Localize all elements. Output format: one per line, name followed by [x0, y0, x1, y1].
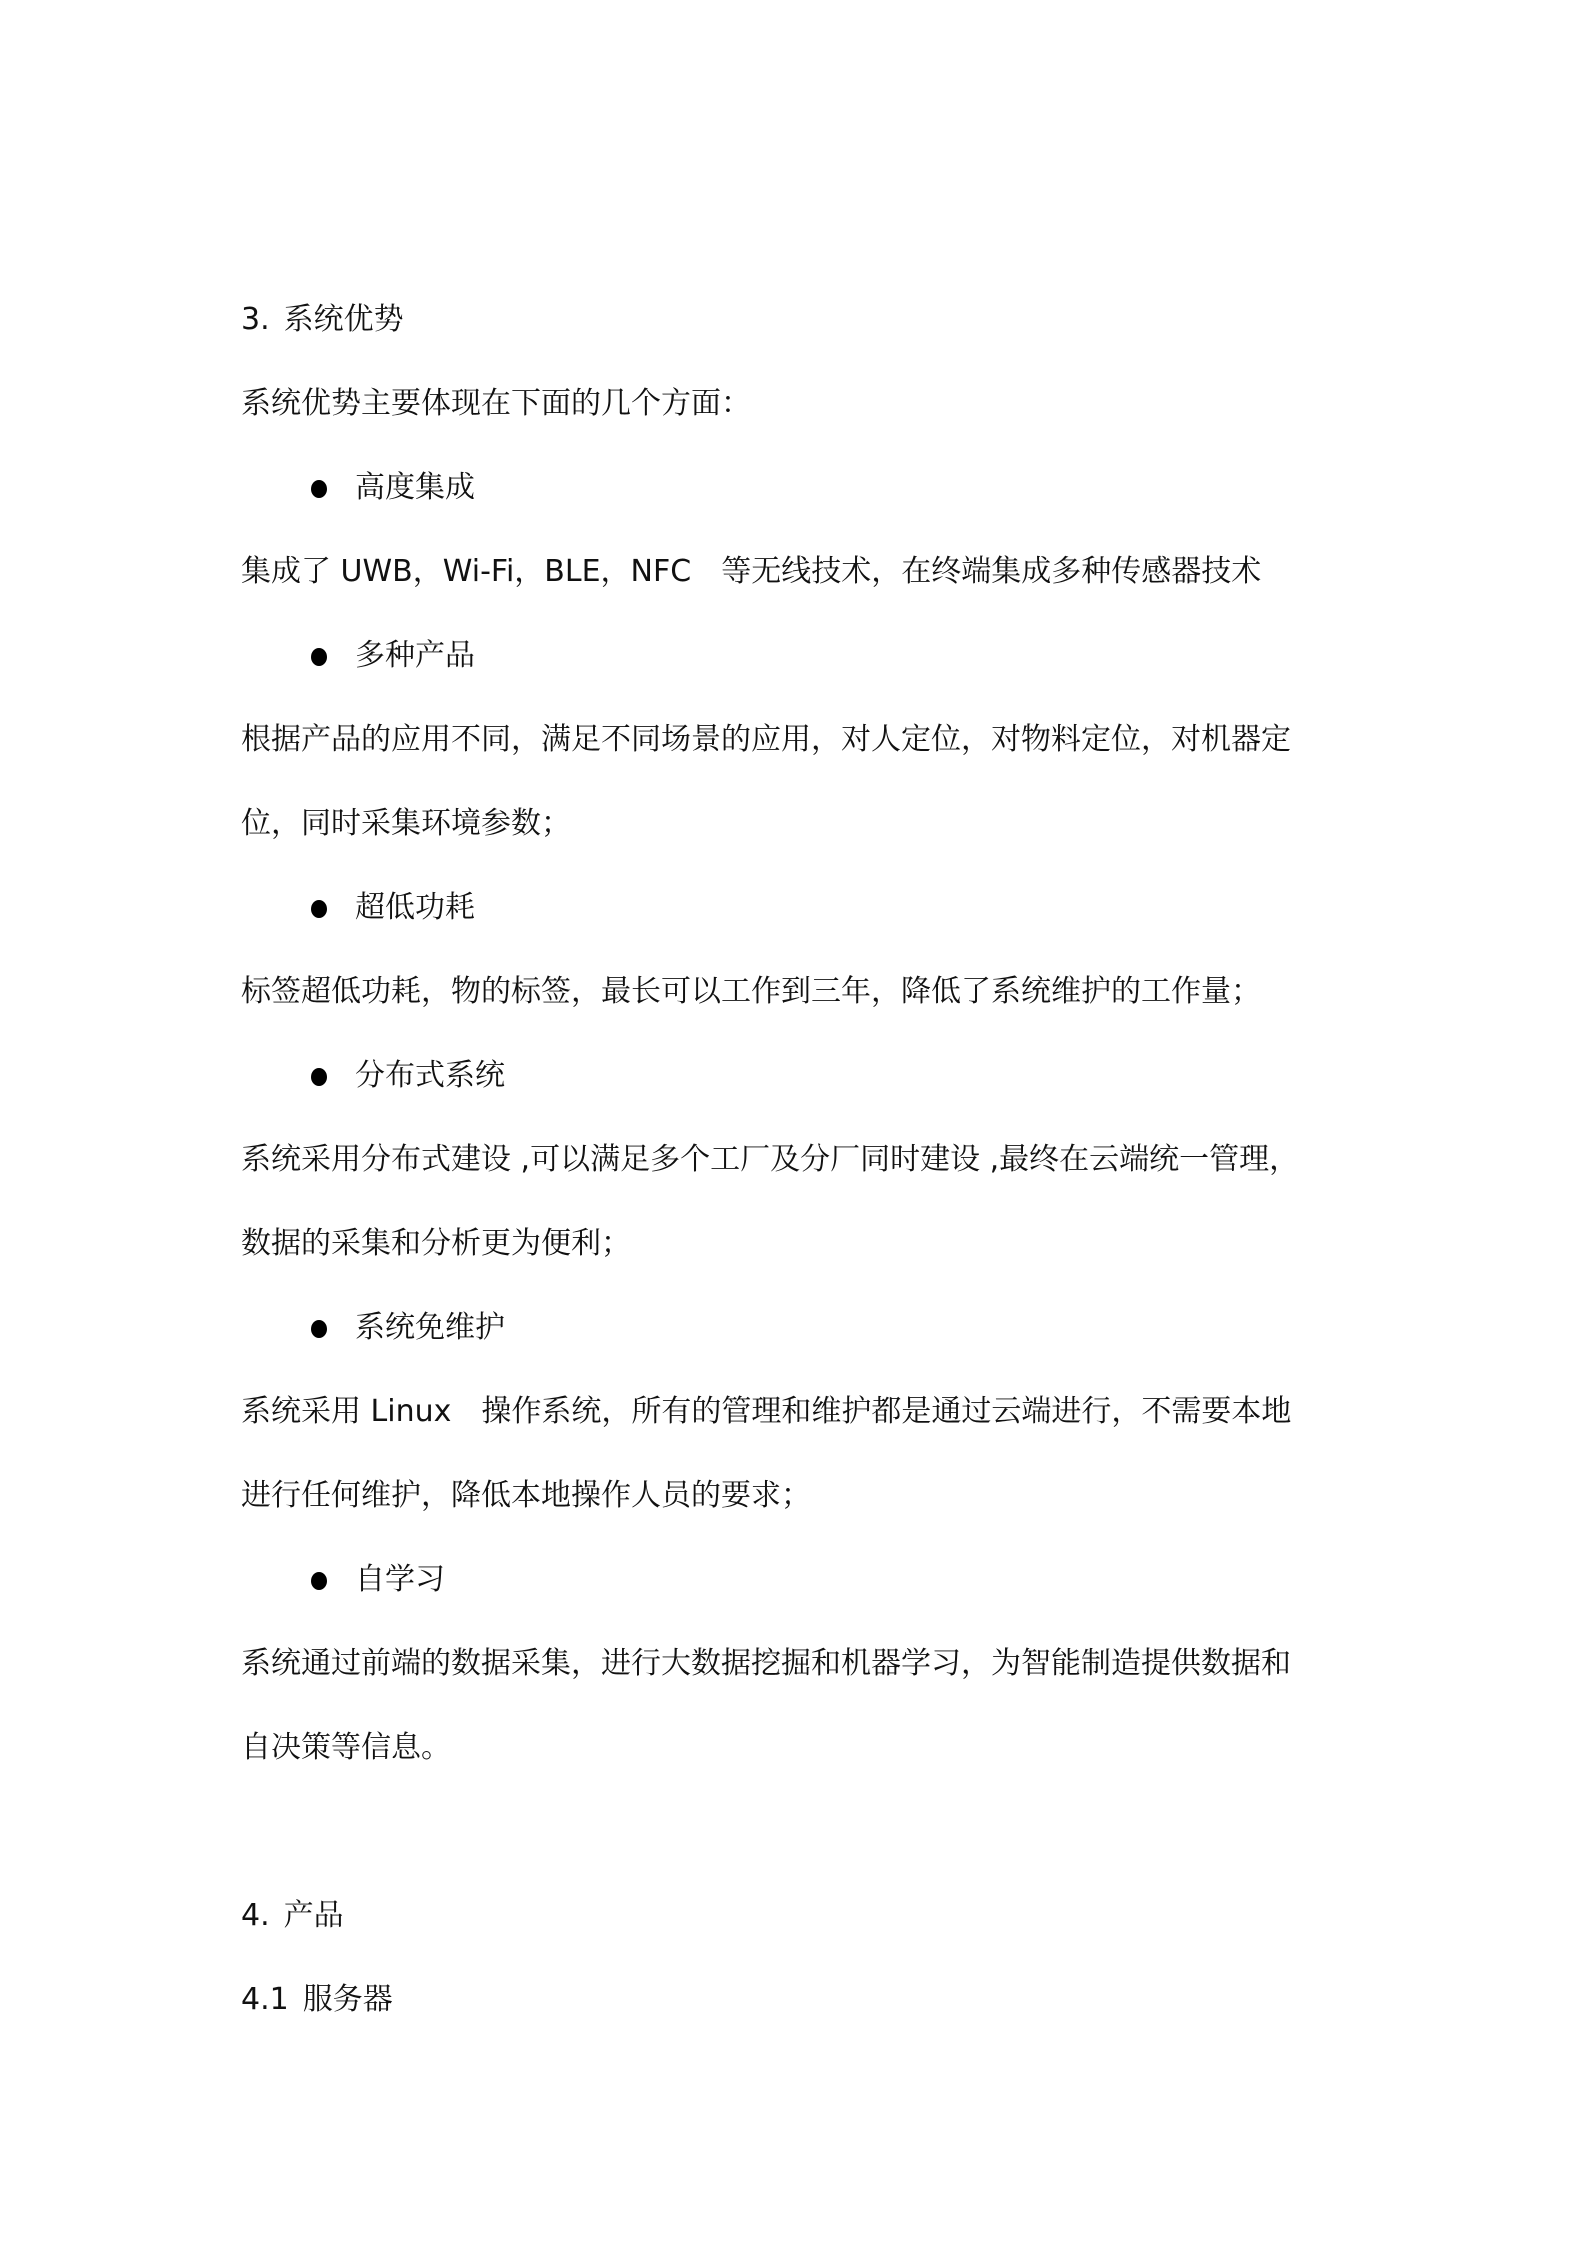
bullet-dot-icon — [311, 1068, 327, 1086]
paragraph-line: 进行任何维护，降低本地操作人员的要求； — [241, 1478, 811, 1513]
paragraph-line: 标签超低功耗，物的标签，最长可以工作到三年，降低了系统维护的工作量； — [241, 974, 1261, 1009]
section-spacer — [241, 1790, 1371, 1874]
paragraph-line: 系统采用 Linux 操作系统，所有的管理和维护都是通过云端进行，不需要本地 — [241, 1394, 1292, 1429]
bullet-dot-icon — [311, 1320, 327, 1338]
bullet-dot-icon — [311, 648, 327, 666]
section-3-title: 系统优势 — [283, 302, 404, 337]
paragraph-line: 根据产品的应用不同，满足不同场景的应用，对人定位，对物料定位，对机器定 — [241, 722, 1291, 757]
bullet-item-maintenance-free — [241, 1286, 1371, 1370]
paragraph-line: 数据的采集和分析更为便利； — [241, 1226, 631, 1261]
section-4-title: 产品 — [283, 1898, 344, 1933]
section-4-1-heading — [241, 1958, 1371, 2042]
section-3-intro: 系统优势主要体现在下面的几个方面： — [241, 386, 751, 421]
document-page — [241, 278, 1371, 2042]
bullet-label: 分布式系统 — [355, 1058, 505, 1093]
bullet-item-ultra-low-power — [241, 866, 1371, 950]
section-4-number: 4. — [241, 1898, 270, 1933]
paragraph-line: 自决策等信息。 — [241, 1730, 451, 1765]
paragraph-line: 集成了 UWB，Wi-Fi，BLE，NFC 等无线技术，在终端集成多种传感器技术 — [241, 554, 1262, 589]
bullet-item-distributed-system — [241, 1034, 1371, 1118]
bullet-label: 多种产品 — [355, 638, 475, 673]
paragraph-line: 系统采用分布式建设 ,可以满足多个工厂及分厂同时建设 ,最终在云端统一管理， — [241, 1142, 1300, 1177]
bullet-item-self-learning — [241, 1538, 1371, 1622]
bullet-label: 系统免维护 — [355, 1310, 505, 1345]
section-4-1-title: 服务器 — [302, 1982, 393, 2017]
paragraph-line: 系统通过前端的数据采集，进行大数据挖掘和机器学习，为智能制造提供数据和 — [241, 1646, 1291, 1681]
section-3-number: 3. — [241, 302, 270, 337]
section-4-heading — [241, 1874, 1371, 1958]
bullet-dot-icon — [311, 1572, 327, 1590]
bullet-item-high-integration — [241, 446, 1371, 530]
section-4-1-number: 4.1 — [241, 1982, 289, 2017]
bullet-label: 高度集成 — [355, 470, 475, 505]
paragraph-line: 位，同时采集环境参数； — [241, 806, 571, 841]
bullet-label: 自学习 — [355, 1562, 445, 1597]
section-3-heading — [241, 278, 1371, 362]
bullet-item-multiple-products — [241, 614, 1371, 698]
bullet-label: 超低功耗 — [355, 890, 475, 925]
bullet-dot-icon — [311, 900, 327, 918]
bullet-dot-icon — [311, 480, 327, 498]
